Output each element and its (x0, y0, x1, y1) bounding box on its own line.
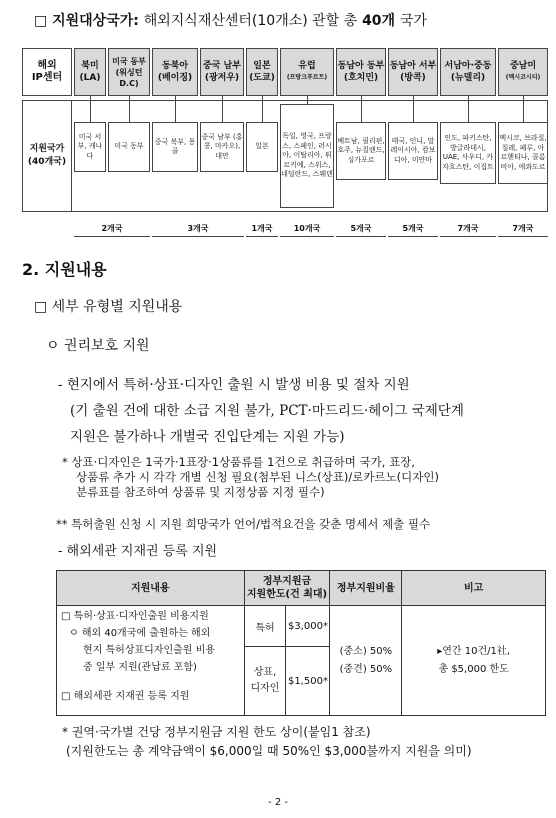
country-list: 멕시코, 브라질, 칠레, 페루, 아르헨티나, 콜롬비아, 에콰도르 (498, 122, 548, 184)
support-countries-label: 지원국가 (40개국) (22, 100, 72, 212)
country-list: 베트남, 필리핀, 호주, 뉴질랜드, 싱가포르 (336, 122, 386, 180)
country-count: 3개국 (187, 224, 209, 233)
target-countries-heading: □ 지원대상국가: 해외지식재산센터(10개소) 관할 총 40개 국가 (34, 13, 428, 29)
design-limit: $1,500* (286, 647, 330, 716)
country-list: 미국 동부 (108, 122, 150, 172)
country-list: 태국, 인니, 말레이시아, 캄보디아, 미얀마 (388, 122, 438, 180)
center-box: 중남미 (멕시코시티) (498, 48, 548, 96)
center-box: 동남아 동부 (호치민) (336, 48, 386, 96)
center-box: 중국 남부 (광저우) (200, 48, 244, 96)
country-count: 1개국 (251, 224, 273, 233)
item-title: ㅇ 권리보호 지원 (46, 338, 150, 354)
support-table (56, 570, 546, 716)
footnote-trademark: * 상표·디자인은 1국가·1표장·1상품류를 1건으로 취급하며 국가, 표장, 상품류 추가 시 각각 개별 신청 필요(첨부된 니스(상표)/로카르노(디자인) 분류표를 참조하여 상품류 및 지정상품 지정 필수) (62, 455, 439, 499)
center-box: 일본 (도쿄) (246, 48, 278, 96)
header-content: 지원내용 (57, 571, 245, 606)
country-list: 인도, 파키스탄, 방글라데시, UAE, 사우디, 카자흐스탄, 이집트 (440, 122, 496, 184)
patent-limit: $3,000* (286, 606, 330, 647)
center-box: 미국 동부 (워싱턴 D.C) (108, 48, 150, 96)
country-list: 미국 서부, 캐나다 (74, 122, 106, 172)
customs-registration-item: - 해외세관 지재권 등록 지원 (58, 544, 218, 559)
header-limit: 정부지원금 지원한도(건 최대) (244, 571, 330, 606)
country-list: 일본 (246, 122, 278, 172)
country-count: 7개국 (457, 224, 479, 233)
footnote-patent: ** 특허출원 신청 시 지원 희망국가 언어/법적요건을 갖춘 명세서 제출 필수 (56, 517, 431, 531)
note-cell: ▸연간 10건/1社, 총 $5,000 한도 (402, 606, 546, 716)
country-count: 7개국 (512, 224, 534, 233)
header-ratio: 정부지원비율 (330, 571, 402, 606)
center-box: 북미 (LA) (74, 48, 106, 96)
country-count: 10개국 (293, 224, 321, 233)
ip-center-label: 해외 IP센터 (22, 48, 72, 96)
country-list: 중국 남부 (홍콩, 마카오), 대만 (200, 122, 244, 172)
subsection-title: □ 세부 유형별 지원내용 (34, 299, 183, 315)
center-box: 동남아 서부 (방콕) (388, 48, 438, 96)
country-count: 5개국 (402, 224, 424, 233)
rights-protection-description: - 현지에서 특허·상표·디자인 출원 시 발생 비용 및 절차 지원 (기 출원 건에 대한 소급 지원 불가, PCT·마드리드·헤이그 국제단계 지원은 불가하나 개별국 진입단계는 지원 가능) (58, 377, 464, 445)
country-count: 5개국 (350, 224, 372, 233)
ratio-cell: (중소) 50% (중견) 50% (330, 606, 402, 716)
support-content-cell: □ 특허·상표·디자인출원 비용지원 ㅇ 해외 40개국에 출원하는 해외 현지 특허상표디자인출원 비용 중 일부 지원(관납료 포함) □ 해외세관 지재권 등록 지원 (57, 606, 245, 716)
country-count: 2개국 (101, 224, 123, 233)
center-box: 유럽 (프랑크푸르트) (280, 48, 334, 96)
header-note: 비고 (402, 571, 546, 606)
center-box: 동북아 (베이징) (152, 48, 198, 96)
center-box: 서남아·중동 (뉴델리) (440, 48, 496, 96)
section-title: 2. 지원내용 (22, 260, 107, 279)
design-label: 상표, 디자인 (244, 647, 286, 716)
country-list: 독일, 영국, 프랑스, 스페인, 러시아, 이탈리아, 튀르키예, 스위스, 네덜란드, 스웨덴 (280, 104, 334, 208)
country-list: 중국 북부, 몽골 (152, 122, 198, 172)
table-footnote: * 권역·국가별 건당 정부지원금 지원 한도 상이(붙임1 참조) (지원한도는 총 계약금액이 $6,000일 때 50%인 $3,000불까지 지원을 의미) (62, 725, 472, 758)
page-number: - 2 - (268, 797, 288, 808)
patent-label: 특허 (244, 606, 286, 647)
